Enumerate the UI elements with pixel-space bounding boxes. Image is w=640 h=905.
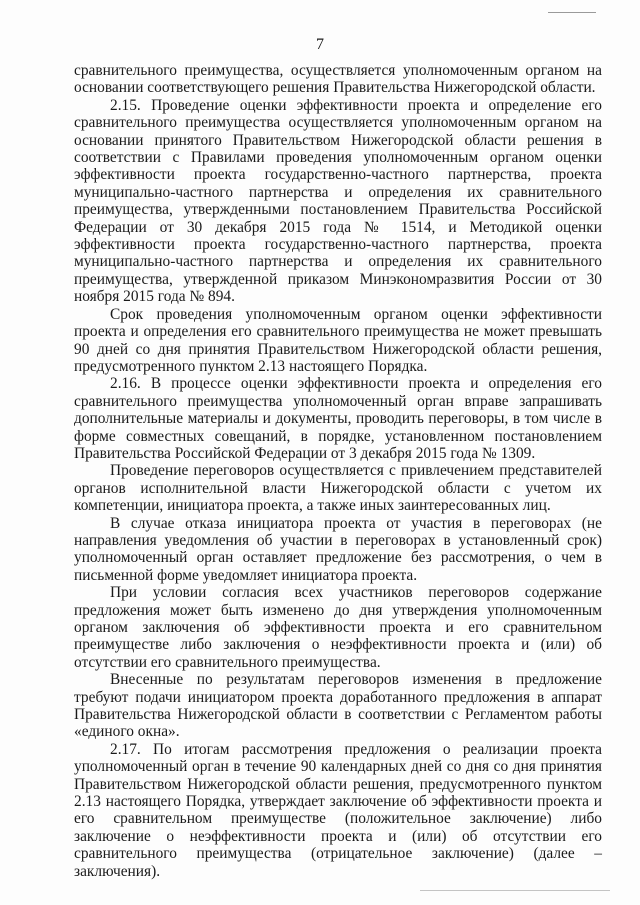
- paragraph-changes: Внесенные по результатам переговоров изменения в предложение требуют подачи инициатором проекта доработанного предложения в аппарат Правительства Нижегородской области в соответствии с Регламентом работы «единого окна».: [74, 671, 602, 741]
- document-body: [74, 62, 602, 880]
- paragraph-consent: При условии согласия всех участников переговоров содержание предложения может быть изменено до дня утверждения уполномоченным органом заключения об эффективности проекта и его сравнительном преимуществе либо заключения о неэффективности проекта и (или) об отсутствии его сравнительного преимущества.: [74, 584, 602, 671]
- scan-artifact-top: [548, 12, 596, 13]
- paragraph-refusal: В случае отказа инициатора проекта от участия в переговорах (не направления уведомления об участии в переговорах в установленный срок) уполномоченный орган оставляет предложение без рассмотрения, о чем в письменной форме уведомляет инициатора проекта.: [74, 514, 602, 584]
- paragraph-2-17: 2.17. По итогам рассмотрения предложения о реализации проекта уполномоченный орган в течение 90 календарных дней со дня со дня принятия Правительством Нижегородской области решения, предусмотренного пунктом 2.13 настоящего Порядка, утверждает заключение об эффективности проекта и его сравнительном преимуществе (положительное заключение) либо заключение о неэффективности проекта и (или) об отсутствии его сравнительного преимущества (отрицательное заключение) (далее – заключения).: [74, 740, 602, 880]
- paragraph-2-15: 2.15. Проведение оценки эффективности проекта и определение его сравнительного преимущества осуществляется уполномоченным органом на основании принятого Правительством Нижегородской области решения в соответствии с Правилами проведения уполномоченным органом оценки эффективности проекта государственно-частного партнерства, проекта муниципально-частного партнерства и определения их сравнительного преимущества, утвержденными постановлением Правительства Российской Федерации от 30 декабря 2015 года № 1514, и Методикой оценки эффективности проекта государственно-частного партнерства, проекта муниципально-частного партнерства и определения их сравнительного преимущества, утвержденной приказом Минэкономразвития России от 30 ноября 2015 года № 894.: [74, 96, 602, 306]
- paragraph-negotiations: Проведение переговоров осуществляется с привлечением представителей органов исполнительной власти Нижегородской области с учетом их компетенции, инициатора проекта, а также иных заинтересованных лиц.: [74, 462, 602, 515]
- scan-artifact-bottom: [420, 890, 610, 891]
- paragraph-term: Срок проведения уполномоченным органом оценки эффективности проекта и определения его сравнительного преимущества не может превышать 90 дней со дня принятия Правительством Нижегородской области решения, предусмотренного пунктом 2.13 настоящего Порядка.: [74, 305, 602, 375]
- paragraph-continuation: сравнительного преимущества, осуществляется уполномоченным органом на основании соответствующего решения Правительства Нижегородской области.: [74, 62, 602, 97]
- paragraph-2-16: 2.16. В процессе оценки эффективности проекта и определения его сравнительного преимущества уполномоченный орган вправе запрашивать дополнительные материалы и документы, проводить переговоры, в том числе в форме совместных совещаний, в порядке, установленном постановлением Правительства Российской Федерации от 3 декабря 2015 года № 1309.: [74, 375, 602, 462]
- page-number: 7: [316, 36, 324, 53]
